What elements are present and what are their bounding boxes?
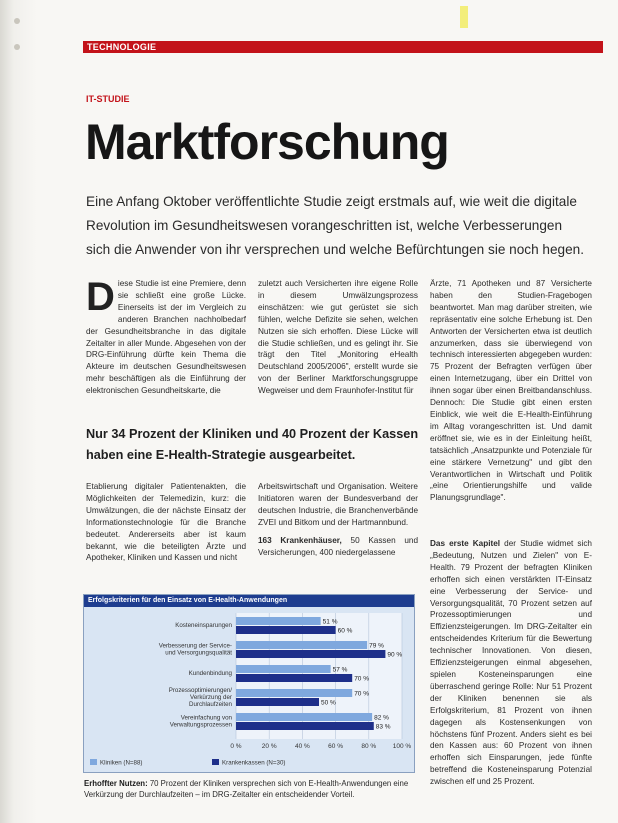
body-column-1 [86, 278, 246, 413]
drop-cap: D [86, 278, 115, 319]
bar [236, 641, 367, 649]
value-label: 90 % [387, 651, 403, 659]
body-text: Ärzte, 71 Apotheken und 87 Versicherte haben den Studien-Fragebogen beantwortet. Man mag darüber streiten, wie repräsentativ eine solche Erhebung ist. Den Antworten der Versicherten etwa ist deutlich anzumerken, dass sie überwiegend von technisch interessierten abgegeben wurden: 75 Prozent der Befragten verfügen über einen Internetzugang, über ein Drittel von ihnen sogar über einen Breitbandanschluss. Dennoch: Die Studie gibt einen ersten Einblick, wie weit die E-Health-Einführung im Alltag vorangeschritten ist. Und damit eröffnet sie, wie es in der Einleitung heißt, tatsächlich „Ansatzpunkte und Potenziale für eine stärkere Vernetzung" und gibt den Verantwortlichen in Wirtschaft und Politik „eine Orientierungshilfe und valide Planungsgrundlage". [430, 279, 592, 503]
sticky-tab [460, 6, 468, 28]
headline: Marktforschung [85, 114, 449, 170]
bar [236, 617, 321, 625]
x-tick-label: 80 % [361, 743, 377, 750]
body-text: 50 Kassen und Versicherungen, 400 niedergelassene [258, 535, 418, 557]
value-label: 70 % [354, 675, 370, 683]
lead-paragraph: Eine Anfang Oktober veröffentlichte Studie zeigt erstmals auf, wie weit die digitale Revolution im Gesundheitswesen vorangeschritten ist, welche Verbesserungen sich die Anwender von ihr versprechen und welche Befürchtungen sie noch hegen. [86, 194, 585, 257]
bar-chart [83, 594, 415, 773]
body-bold-lead: Das erste Kapitel [430, 539, 501, 548]
value-label: 79 % [369, 642, 384, 650]
chart-plot [84, 595, 414, 772]
value-label: 82 % [374, 714, 389, 722]
x-tick-label: 0 % [230, 743, 242, 750]
kicker: IT-STUDIE [86, 94, 130, 104]
body-column-3b [430, 538, 592, 806]
value-label: 57 % [332, 666, 348, 674]
value-label: 70 % [354, 690, 370, 698]
punch-hole [14, 44, 20, 50]
bar [236, 674, 352, 682]
category-label: Prozessoptimierungen/ Verkürzung der Durchlaufzeiten [168, 687, 232, 708]
body-text: der Studie widmet sich „Bedeutung, Nutzen und Zielen" von E-Health. 79 Prozent der befragten Kliniken erhoffen sich einen verstärkten IT-Einsatz eine Verbesserung der Service- und Versorgungsqualität, 70 Prozent setzen auf Prozessoptimierungen und Effizienzsteigerungen. Im DRG-Zeitalter ein entscheidendes Kriterium für die Bewertung technischer Innovationen. Von diesen, Effizienzsteigerungen einmal abgesehen, spielen Kosteneinsparungen eine überraschend geringe Rolle: Nur 51 Prozent der Kliniken benennen sie als Erfolgskriterium, 81 Prozent von ihnen dagegen als Kostensenkungen von höchstens fünf Prozent. Anders sieht es bei den Kassen aus: 60 Prozent von ihnen erhoffen sich Einsparungen, jede fünfte betreffend die Kosteneinsparung Potenzial zwischen elf und 25 Prozent. [430, 539, 592, 787]
caption-bold: Erhoffter Nutzen: [84, 779, 148, 788]
page-binding-edge [0, 0, 14, 823]
x-tick-label: 100 % [392, 743, 412, 750]
legend-swatch [212, 759, 219, 765]
x-tick-label: 20 % [261, 743, 277, 750]
x-tick-label: 40 % [294, 743, 310, 750]
pull-quote: Nur 34 Prozent der Kliniken und 40 Prozent der Kassen haben eine E-Health-Strategie ausgearbeitet. [86, 427, 419, 462]
body-column-3 [430, 278, 592, 531]
body-text: zuletzt auch Versicherten ihre eigene Rolle in diesem Umwälzungsprozess einschätzen: wie gut gerüstet sie sich fühlen, welche Defizite sie sehen, welchen Nutzen sie sich erhoffen. Diese Lücke will die Studie schließen, und es gelingt ihr. Sie trägt den Titel „Monitoring eHealth Deutschland 2005/2006", erstellt wurde sie von der Berliner Marktforschungsgruppe Wegweiser und dem Fraunhofer-Institut für [258, 279, 418, 396]
category-label: Kundenbindung [188, 670, 232, 677]
bar [236, 665, 331, 673]
legend-swatch [90, 759, 97, 765]
legend-label: Kliniken (N=88) [100, 759, 143, 767]
bar [236, 722, 374, 730]
category-label: Kosteneinsparungen [175, 622, 232, 629]
bar [236, 713, 372, 721]
value-label: 51 % [322, 618, 338, 626]
category-label: Verbesserung der Service-und Versorgungsqualität [158, 642, 232, 657]
bar [236, 689, 352, 697]
chart-caption [84, 778, 424, 800]
section-label: TECHNOLOGIE [87, 42, 157, 52]
value-label: 60 % [337, 627, 353, 635]
value-label: 83 % [375, 723, 391, 731]
body-column-2 [258, 278, 418, 413]
chart-title: Erfolgskriterien für den Einsatz von E-Health-Anwendungen [88, 597, 288, 604]
body-text: Arbeitswirtschaft und Organisation. Weitere Initiatoren waren der Bundesverband der deutschen Industrie, die Branchenverbände ZVEI und Bitkom und der Hartmannbund. [258, 482, 418, 527]
bar [236, 650, 385, 658]
body-text: iese Studie ist eine Premiere, denn sie schließt eine große Lücke. Einerseits ist der im Vergleich zu anderen Branchen nachholbedarf der Gesundheitsbranche in das digitale Zeitalter in aller Munde. Abgesehen von der DRG-Einführung dürfte kein Thema die Akteure im deutschen Gesundheitswesen mehr beschäftigen als die Einführung der elektronischen Gesundheitskarte, die [86, 279, 246, 396]
legend-label: Krankenkassen (N=30) [222, 759, 286, 767]
value-label: 50 % [321, 699, 336, 707]
section-header-bar [83, 41, 603, 53]
body-column-1b [86, 481, 246, 581]
punch-hole [14, 18, 20, 24]
bar [236, 698, 319, 706]
category-label: Vereinfachung von Verwaltungsprozessen [169, 714, 232, 729]
body-text: Etablierung digitaler Patientenakten, die Möglichkeiten der Telemedizin, kurz: die Umwälzungen, die der nächste Einsatz der Informationstechnologie für die Branche bedeutet. Andererseits aber ist kaum bekannt, wie die beteiligten Ärzte und Apotheker, Kliniken und Kassen und nicht [86, 482, 246, 563]
caption-text: 70 Prozent der Kliniken versprechen sich von E-Health-Anwendungen eine Verkürzung der Durchlaufzeiten – im DRG-Zeitalter ein entscheidender Vorteil. [84, 779, 409, 799]
body-column-2b [258, 481, 418, 581]
bar [236, 626, 336, 634]
x-tick-label: 60 % [328, 743, 344, 750]
body-bold-lead: 163 Krankenhäuser, [258, 535, 342, 545]
